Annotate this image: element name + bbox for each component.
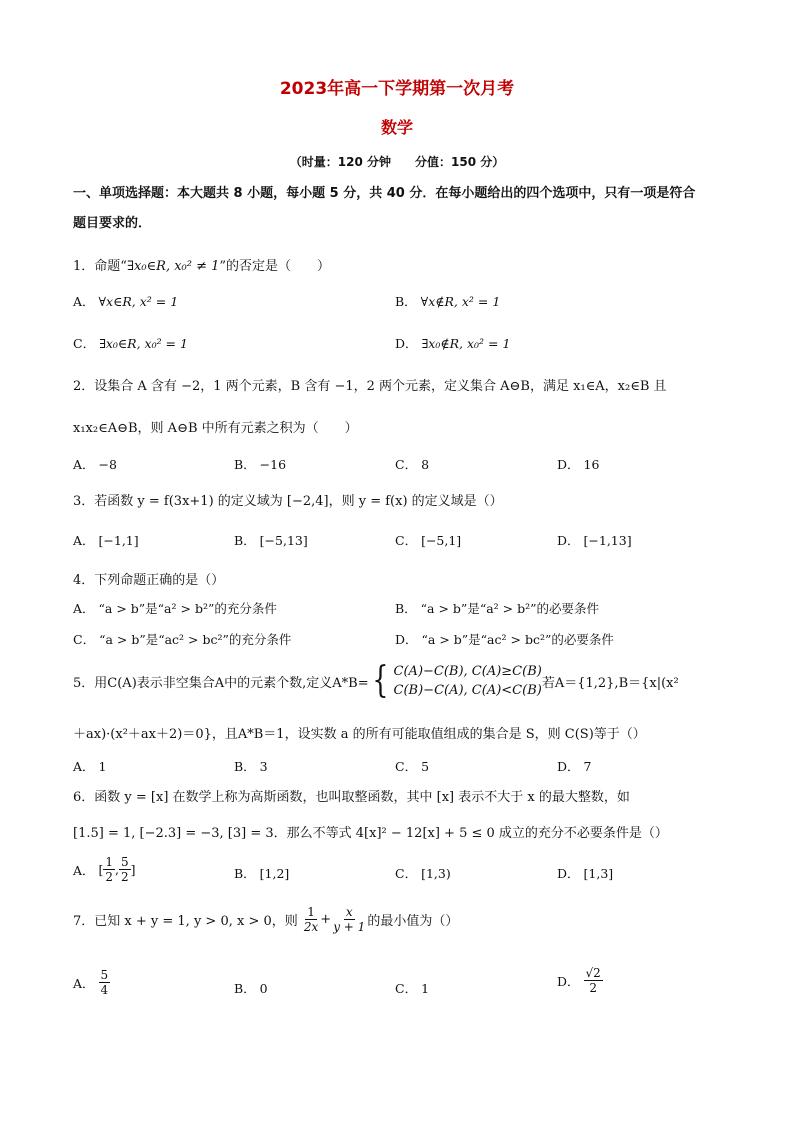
q7-option-b: B． 0 <box>234 981 268 996</box>
q3-option-b: B． [−5,13] <box>234 533 308 548</box>
fraction: $\frac{5}{4}$ <box>100 968 109 997</box>
q5-option-b: B． 3 <box>234 759 268 774</box>
question-4: 4．下列命题正确的是（） <box>73 573 225 588</box>
q5-option-a: A． 1 <box>73 759 107 774</box>
fraction: $\frac{1}{2}$ <box>105 855 114 884</box>
q7-option-c: C． 1 <box>395 981 430 996</box>
question-2-line2: x₁x₂∈A⊖B，则 A⊖B 中所有元素之积为（ ） <box>73 421 358 436</box>
q6-option-d: D． [1,3] <box>557 866 614 881</box>
question-5: 5． 用C(A)表示非空集合A中的元素个数,定义A*B= { C(A)−C(B), C(A)≥C(B) C(B)−C(A), C(A)<C(B) 若A＝{1,2},B＝{x|(x² <box>73 660 679 701</box>
question-6-line2: [1.5] = 1, [−2.3] = −3, [3] = 3．那么不等式 4[x]² − 12[x] + 5 ≤ 0 成立的充分不必要条件是（） <box>73 826 668 841</box>
section-heading-line1: 一、单项选择题：本大题共 8 小题，每小题 5 分，共 40 分．在每小题给出的四个选项中，只有一项是符合 <box>73 186 696 201</box>
question-7: 7． 已知 x + y = 1, y > 0, x > 0，则 $\frac{1}{2x}$ + $\frac{x}{y + 1}$ 的最小值为（） <box>73 905 459 934</box>
question-5-line2: ＋ax)·(x²＋ax＋2)＝0}，且A*B＝1，设实数 a 的所有可能取值组成的集合是 S，则 C(S)等于（） <box>73 727 646 742</box>
math-expression: ∃x₀∈R, x₀² ≠ 1 <box>126 259 220 274</box>
q4-option-a: A． “a > b”是“a² > b²”的充分条件 <box>73 601 277 616</box>
fraction: $\frac{√2}{2}$ <box>585 966 601 995</box>
q1-option-a: A． ∀x∈R, x² = 1 <box>73 294 179 309</box>
q1-option-c: C． ∃x₀∈R, x₀² = 1 <box>73 336 188 351</box>
fraction: $\frac{x}{y + 1}$ <box>333 905 366 934</box>
q5-option-d: D． 7 <box>557 759 592 774</box>
q7-option-a: A． $\frac{5}{4}$ <box>73 968 109 997</box>
q7-option-d: D． $\frac{√2}{2}$ <box>557 966 601 995</box>
q2-option-c: C． 8 <box>395 457 430 472</box>
question-6: 6．函数 y = [x] 在数学上称为高斯函数，也叫取整函数，其中 [x] 表示不大于 x 的最大整数，如 <box>73 790 630 805</box>
exam-meta: （时量：120 分钟 分值：150 分） <box>289 155 505 169</box>
left-brace-icon: { <box>372 660 389 701</box>
q3-option-c: C． [−5,1] <box>395 533 462 548</box>
section-heading-line2: 题目要求的． <box>73 216 152 231</box>
q1-option-d: D． ∃x₀∉R, x₀² = 1 <box>395 336 511 351</box>
q2-option-a: A． −8 <box>73 457 117 472</box>
question-3: 3．若函数 y = f(3x+1) 的定义域为 [−2,4]，则 y = f(x) 的定义域是（） <box>73 494 503 509</box>
q3-option-a: A． [−1,1] <box>73 533 139 548</box>
q6-option-a: A． [ $\frac{1}{2}$ , $\frac{5}{2}$ ] <box>73 855 136 884</box>
exam-title: 2023年高一下学期第一次月考 <box>279 79 515 99</box>
q4-option-d: D． “a > b”是“ac² > bc²”的必要条件 <box>395 632 614 647</box>
piecewise-definition: { C(A)−C(B), C(A)≥C(B) C(B)−C(A), C(A)<C(B) <box>372 660 542 701</box>
q6-option-c: C． [1,3) <box>395 866 451 881</box>
question-text: 命题“ <box>94 259 127 274</box>
q4-option-b: B． “a > b”是“a² > b²”的必要条件 <box>395 601 600 616</box>
question-number: 1． <box>73 259 95 274</box>
q3-option-d: D． [−1,13] <box>557 533 632 548</box>
fraction: $\frac{1}{2x}$ <box>303 905 319 934</box>
q1-option-b: B． ∀x∉R, x² = 1 <box>395 294 501 309</box>
q4-option-c: C． “a > b”是“ac² > bc²”的充分条件 <box>73 632 292 647</box>
q6-option-b: B． [1,2] <box>234 866 290 881</box>
question-text: ”的否定是（ ） <box>219 259 331 274</box>
subject-title: 数学 <box>380 118 413 137</box>
question-1 <box>73 255 330 274</box>
question-2: 2．设集合 A 含有 −2，1 两个元素，B 含有 −1，2 两个元素，定义集合 A⊖B，满足 x₁∈A，x₂∈B 且 <box>73 379 667 394</box>
q5-option-c: C． 5 <box>395 759 430 774</box>
fraction: $\frac{5}{2}$ <box>121 855 129 884</box>
q2-option-b: B． −16 <box>234 457 287 472</box>
q2-option-d: D． 16 <box>557 457 600 472</box>
